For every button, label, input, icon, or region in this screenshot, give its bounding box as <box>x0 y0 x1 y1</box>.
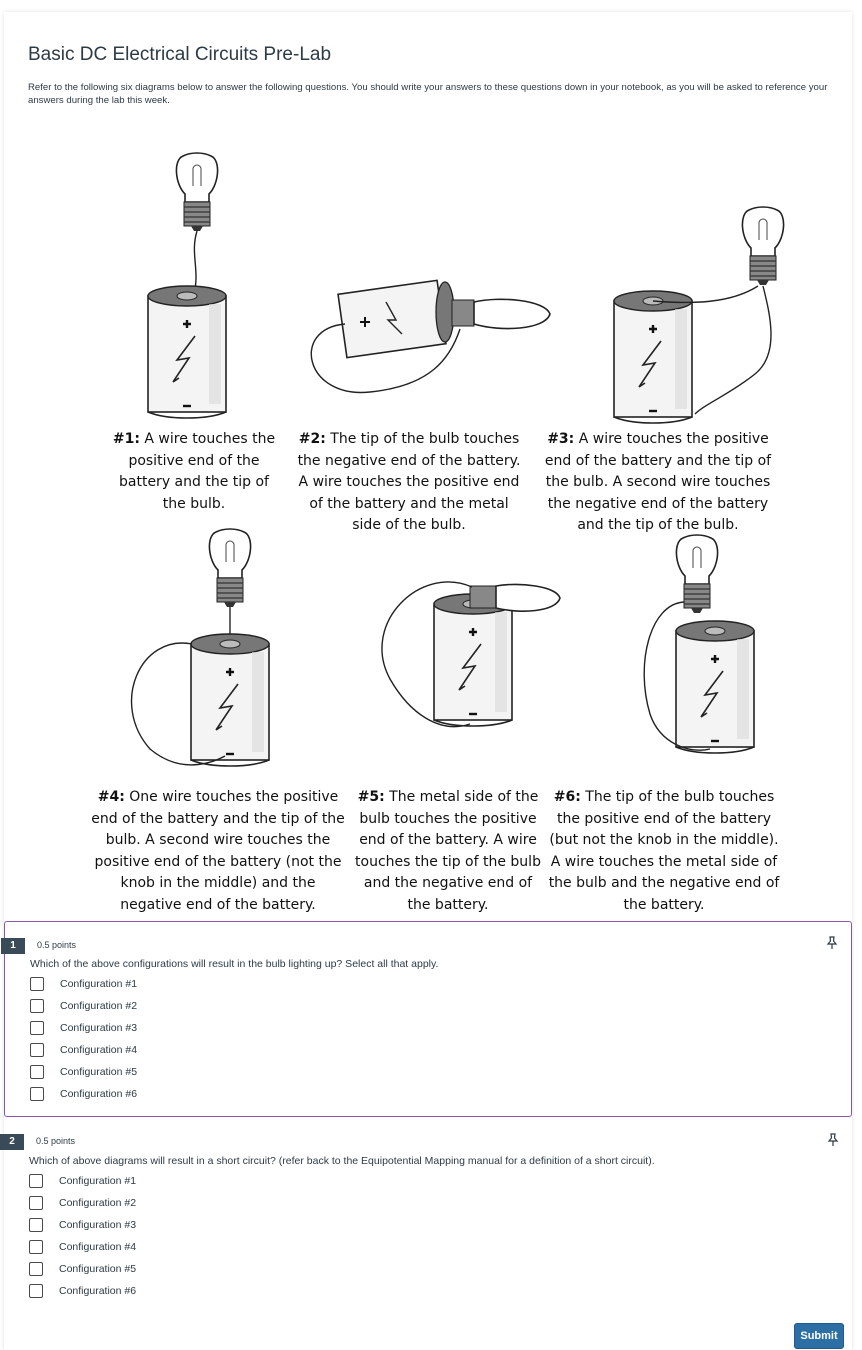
pin-icon[interactable] <box>825 936 839 950</box>
diagram-4-bulb <box>209 529 250 607</box>
checkbox[interactable] <box>29 1218 43 1232</box>
checkbox[interactable] <box>29 1240 43 1254</box>
question-text: Which of the above configurations will result in the bulb lighting up? Select all that apply. <box>30 958 439 970</box>
answer-option[interactable]: Configuration #2 <box>30 998 330 1014</box>
diagram-5-bulb <box>470 585 560 612</box>
diagram-1-battery <box>148 286 226 418</box>
checkbox[interactable] <box>29 1174 43 1188</box>
checkbox[interactable] <box>29 1196 43 1210</box>
diagram-2-bulb <box>452 299 550 328</box>
checkbox[interactable] <box>30 999 44 1013</box>
circuit-diagrams-figure <box>90 124 790 919</box>
diagram-3-battery <box>614 291 692 423</box>
diagram-6-bulb <box>676 535 717 613</box>
checkbox[interactable] <box>29 1284 43 1298</box>
answer-option[interactable]: Configuration #5 <box>30 1064 330 1080</box>
checkbox[interactable] <box>30 1043 44 1057</box>
question-number: 1 <box>1 938 25 954</box>
question-2 <box>4 1120 852 1310</box>
answer-option[interactable]: Configuration #1 <box>29 1173 329 1189</box>
answer-option[interactable]: Configuration #5 <box>29 1261 329 1277</box>
diagram-4-battery <box>191 634 269 766</box>
diagram-1-bulb <box>176 153 217 231</box>
diagram-3-bulb <box>742 207 783 285</box>
answer-option[interactable]: Configuration #6 <box>30 1086 330 1102</box>
checkbox[interactable] <box>30 1087 44 1101</box>
answer-option[interactable]: Configuration #3 <box>30 1020 330 1036</box>
diagram-6-battery <box>676 621 754 753</box>
answer-option[interactable]: Configuration #4 <box>29 1239 329 1255</box>
checkbox[interactable] <box>30 1021 44 1035</box>
submit-button[interactable]: Submit <box>794 1323 844 1349</box>
diagram-6-caption: #6: The tip of the bulb touches the positive end of the battery (but not the knob in the middle). A wire touches the metal side of the bulb and the negative end of the battery. <box>548 789 780 913</box>
answer-option[interactable]: Configuration #1 <box>30 976 330 992</box>
pin-icon[interactable] <box>826 1133 840 1147</box>
question-points: 0.5 points <box>37 940 77 950</box>
question-number: 2 <box>0 1134 24 1150</box>
answer-option[interactable]: Configuration #6 <box>29 1283 329 1299</box>
diagram-5-battery <box>434 594 512 726</box>
question-1 <box>4 921 852 1117</box>
answer-option[interactable]: Configuration #3 <box>29 1217 329 1233</box>
page-title: Basic DC Electrical Circuits Pre-Lab <box>28 44 332 65</box>
answer-option[interactable]: Configuration #2 <box>29 1195 329 1211</box>
diagram-2-caption: #2: The tip of the bulb touches the negative end of the battery. A wire touches the positive end of the battery and the metal side of the bulb. <box>297 431 521 533</box>
diagram-5-caption: #5: The metal side of the bulb touches the positive end of the battery. A wire touches the tip of the bulb and the negative end of the battery. <box>355 789 541 913</box>
question-points: 0.5 points <box>36 1136 76 1146</box>
checkbox[interactable] <box>30 977 44 991</box>
diagram-3-caption: #3: A wire touches the positive end of the battery and the tip of the bulb. A second wire touches the negative end of the battery and the tip of the bulb. <box>544 431 772 533</box>
intro-text: Refer to the following six diagrams below to answer the following questions. You should write your answers to these questions down in your notebook, as you will be asked to reference your answers during the lab this week. <box>28 82 828 106</box>
checkbox[interactable] <box>30 1065 44 1079</box>
question-text: Which of above diagrams will result in a short circuit? (refer back to the Equipotential Mapping manual for a definition of a short circuit). <box>29 1155 655 1167</box>
answer-option[interactable]: Configuration #4 <box>30 1042 330 1058</box>
checkbox[interactable] <box>29 1262 43 1276</box>
diagram-4-caption: #4: One wire touches the positive end of the battery and the tip of the bulb. A second wire touches the positive end of the battery (not the knob in the middle) and the negative end of the battery. <box>91 789 345 913</box>
diagram-2-battery <box>338 280 454 357</box>
diagram-1-caption: #1: A wire touches the positive end of the battery and the tip of the bulb. <box>112 431 276 512</box>
